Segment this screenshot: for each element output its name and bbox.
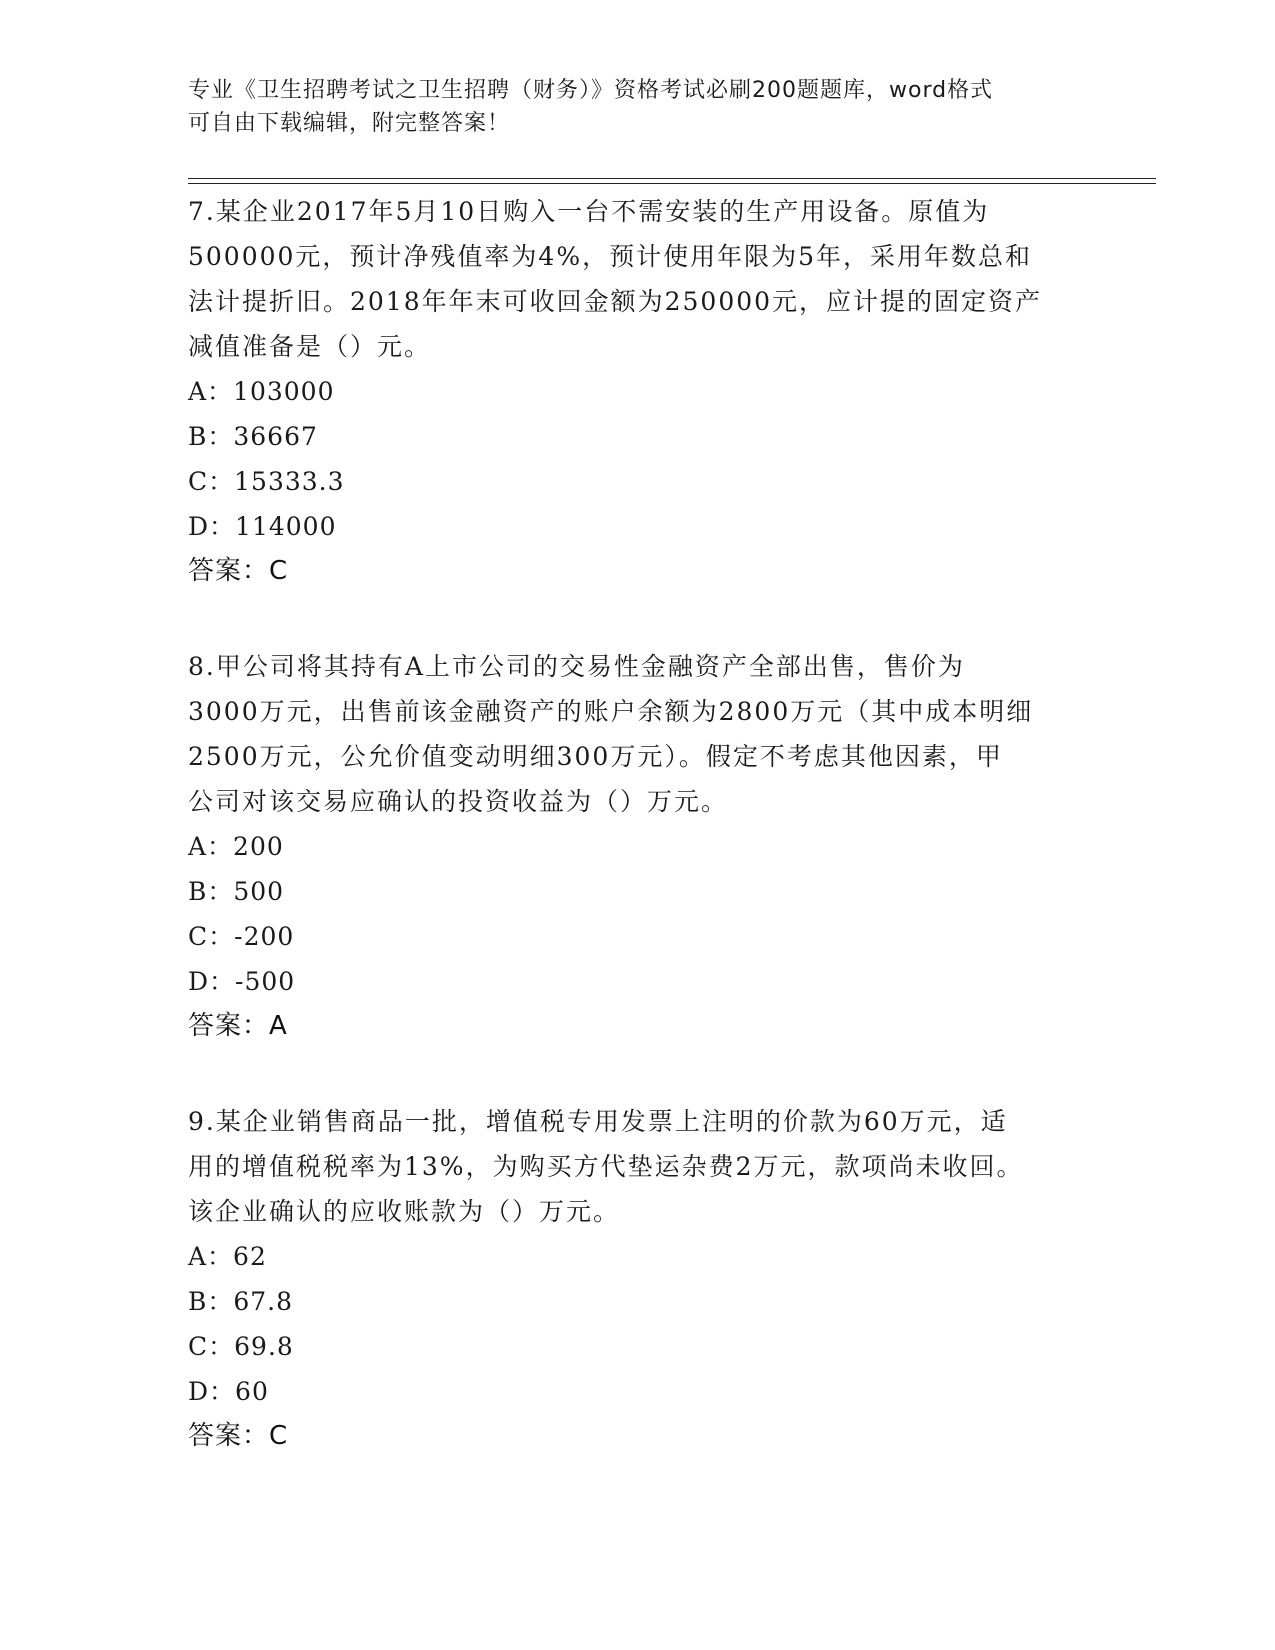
- question-7: [188, 189, 1088, 594]
- question-stem-line: 8.甲公司将其持有A上市公司的交易性金融资产全部出售，售价为: [188, 652, 965, 681]
- header-divider-bottom: [188, 183, 1156, 184]
- option-b: B：500: [188, 877, 285, 906]
- option-d: D：114000: [188, 512, 337, 541]
- option-a: A：103000: [188, 377, 335, 406]
- answer: 答案：A: [188, 1011, 288, 1041]
- option-d: D：60: [188, 1377, 269, 1406]
- header-divider-top: [188, 178, 1156, 179]
- question-stem-line: 3000万元，出售前该金融资产的账户余额为2800万元（其中成本明细: [188, 697, 1034, 726]
- option-a: A：62: [188, 1242, 267, 1271]
- question-stem-line: 500000元，预计净残值率为4%，预计使用年限为5年，采用年数总和: [188, 242, 1033, 271]
- option-b: B：67.8: [188, 1287, 294, 1316]
- question-stem-line: 9.某企业销售商品一批，增值税专用发票上注明的价款为60万元，适: [188, 1107, 1008, 1136]
- option-c: C：15333.3: [188, 467, 345, 496]
- answer: 答案：C: [188, 556, 289, 586]
- option-b: B：36667: [188, 422, 318, 451]
- header-line-2: 可自由下载编辑，附完整答案！: [188, 111, 511, 136]
- header-line-1: 专业《卫生招聘考试之卫生招聘（财务）》资格考试必刷200题题库，word格式: [188, 78, 994, 103]
- question-stem-line: 公司对该交易应确认的投资收益为（）万元。: [188, 787, 729, 816]
- question-8: [188, 644, 1088, 1049]
- question-stem-line: 7.某企业2017年5月10日购入一台不需安装的生产用设备。原值为: [188, 197, 990, 226]
- question-stem-line: 该企业确认的应收账款为（）万元。: [188, 1197, 621, 1226]
- question-stem-line: 2500万元，公允价值变动明细300万元）。假定不考虑其他因素，甲: [188, 742, 1003, 771]
- question-stem-line: 减值准备是（）元。: [188, 332, 432, 361]
- option-c: C：69.8: [188, 1332, 294, 1361]
- document-header: [188, 74, 1068, 140]
- answer: 答案：C: [188, 1421, 289, 1451]
- option-c: C：-200: [188, 922, 295, 951]
- question-stem-line: 法计提折旧。2018年年末可收回金额为250000元，应计提的固定资产: [188, 287, 1043, 316]
- option-d: D：-500: [188, 967, 296, 996]
- question-9: [188, 1099, 1088, 1459]
- option-a: A：200: [188, 832, 284, 861]
- question-stem-line: 用的增值税税率为13%，为购买方代垫运杂费2万元，款项尚未收回。: [188, 1152, 1024, 1181]
